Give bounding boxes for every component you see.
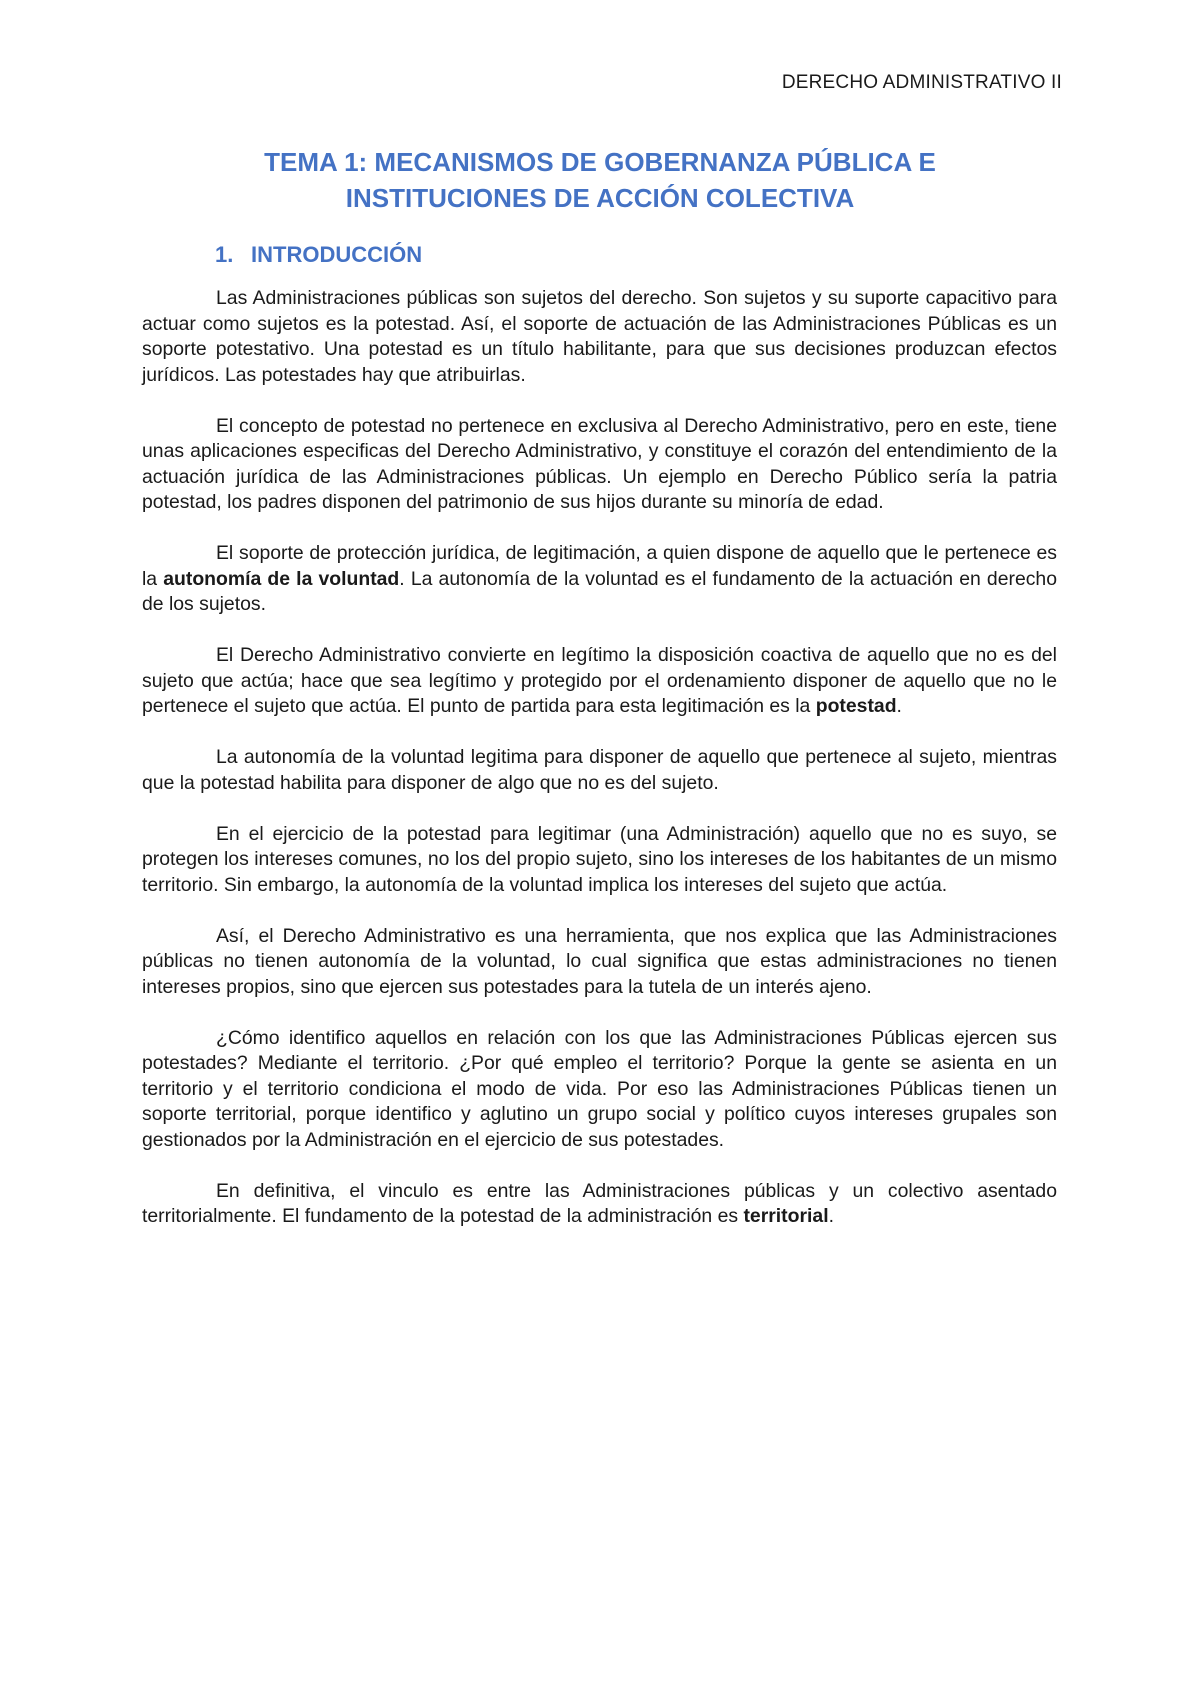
paragraph-4 [142, 643, 1057, 720]
paragraph-9-text-a: En definitiva, el vinculo es entre las Administraciones públicas y un colectivo asentado territorialmente. El fundamento de la potestad de la administración es [142, 1179, 1057, 1227]
paragraph-4-text-a: El Derecho Administrativo convierte en legítimo la disposición coactiva de aquello que no es del sujeto que actúa; hace que sea legítimo y protegido por el ordenamiento disponer de aquello que no le pertenece el sujeto que actúa. El punto de partida para esta legitimación es la [142, 644, 1057, 717]
body-text [142, 286, 1057, 1255]
paragraph-1: Las Administraciones públicas son sujetos del derecho. Son sujetos y su suporte capacitivo para actuar como sujetos es la potestad. Así, el soporte de actuación de las Administraciones Públicas es un soporte potestativo. Una potestad es un título habilitante, para que sus decisiones produzcan efectos jurídicos. Las potestades hay que atribuirlas. [142, 287, 1057, 386]
section-label: INTRODUCCIÓN [251, 242, 423, 267]
paragraph-9 [142, 1179, 1057, 1230]
title-line-1: TEMA 1: MECANISMOS DE GOBERNANZA PÚBLICA E [264, 147, 936, 177]
paragraph-2: El concepto de potestad no pertenece en exclusiva al Derecho Administrativo, pero en este, tiene unas aplicaciones especificas del Derecho Administrativo, y constituye el corazón del entendimiento de la actuación jurídica de las Administraciones públicas. Un ejemplo en Derecho Público sería la patria potestad, los padres disponen del patrimonio de sus hijos durante su minoría de edad. [142, 414, 1057, 513]
paragraph-4-bold: potestad [815, 695, 897, 717]
paragraph-6: En el ejercicio de la potestad para legitimar (una Administración) aquello que no es suyo, se protegen los intereses comunes, no los del propio sujeto, sino los intereses de los habitantes de un mismo territorio. Sin embargo, la autonomía de la voluntad implica los intereses del sujeto que actúa. [142, 822, 1057, 896]
paragraph-3-text-b: . La autonomía de la voluntad es el fundamento de la actuación en derecho de los sujetos. [142, 567, 1057, 615]
paragraph-4-text-b: . [896, 695, 902, 717]
paragraph-3-bold: autonomía de la voluntad [163, 567, 400, 590]
section-number: 1. [215, 242, 234, 267]
paragraph-3-text-a: El soporte de protección jurídica, de legitimación, a quien dispone de aquello que le pertenece es la [142, 542, 1057, 590]
title-line-2: INSTITUCIONES DE ACCIÓN COLECTIVA [345, 183, 855, 213]
running-header: DERECHO ADMINISTRATIVO II [781, 72, 1062, 93]
paragraph-9-bold: territorial [743, 1205, 829, 1227]
section-heading [215, 242, 422, 268]
paragraph-8: ¿Cómo identifico aquellos en relación con los que las Administraciones Públicas ejercen sus potestades? Mediante el territorio. ¿Por qué empleo el territorio? Porque la gente se asienta en un territorio y el territorio condiciona el modo de vida. Por eso las Administraciones Públicas tienen un soporte territorial, porque identifico y aglutino un grupo social y político cuyos intereses grupales son gestionados por la Administración en el ejercicio de sus potestades. [142, 1026, 1057, 1151]
paragraph-3 [142, 541, 1057, 618]
paragraph-7: Así, el Derecho Administrativo es una herramienta, que nos explica que las Administraciones públicas no tienen autonomía de la voluntad, lo cual significa que estas administraciones no tienen intereses propios, sino que ejercen sus potestades para la tutela de un interés ajeno. [142, 924, 1057, 998]
document-title [140, 144, 1060, 216]
paragraph-5: La autonomía de la voluntad legitima para disponer de aquello que pertenece al sujeto, mientras que la potestad habilita para disponer de algo que no es del sujeto. [142, 746, 1057, 794]
paragraph-9-text-b: . [828, 1205, 834, 1227]
